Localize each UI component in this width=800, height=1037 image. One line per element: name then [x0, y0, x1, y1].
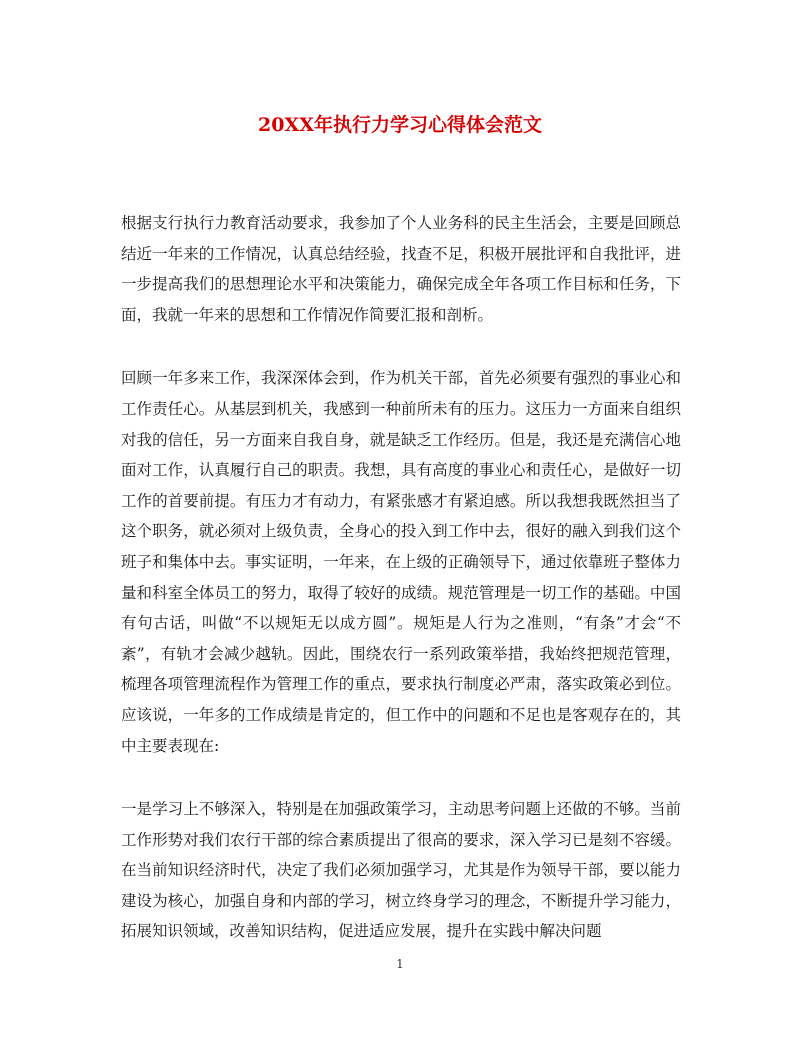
document-title: 20XX年执行力学习心得体会范文: [258, 114, 542, 136]
page-number: 1: [396, 957, 404, 971]
body-paragraph-2: 回顾一年多来工作，我深深体会到，作为机关干部，首先必须要有强烈的事业心和工作责任心。从基层到机关，我感到一种前所未有的压力。这压力一方面来自组织对我的信任，另一方面来自我自身，就是缺乏工作经历。但是，我还是充满信心地面对工作，认真履行自己的职责。我想，具有高度的事业心和责任心，是做好一切工作的首要前提。有压力才有动力，有紧张感才有紧迫感。所以我想我既然担当了这个职务，就必须对上级负责，全身心的投入到工作中去，很好的融入到我们这个班子和集体中去。事实证明，一年来，在上级的正确领导下，通过依靠班子整体力量和科室全体员工的努力，取得了较好的成绩。规范管理是一切工作的基础。中国有句古话，叫做“不以规矩无以成方圆”。规矩是人行为之准则，“有条”才会“不紊”，有轨才会减少越轨。因此，围绕农行一系列政策举措，我始终把规范管理，梳理各项管理流程作为管理工作的重点，要求执行制度必严肃，落实政策必到位。应该说，一年多的工作成绩是肯定的，但工作中的问题和不足也是客观存在的，其中主要表现在:: [121, 369, 681, 755]
body-paragraph-3: 一是学习上不够深入，特别是在加强政策学习，主动思考问题上还做的不够。当前工作形势对我们农行干部的综合素质提出了很高的要求，深入学习已是刻不容缓。在当前知识经济时代，决定了我们必须加强学习，尤其是作为领导干部，要以能力建设为核心，加强自身和内部的学习，树立终身学习的理念，不断提升学习能力，拓展知识领域，改善知识结构，促进适应发展，提升在实践中解决问题: [121, 800, 681, 941]
document-body: [121, 208, 681, 980]
body-paragraph-1: 根据支行执行力教育活动要求，我参加了个人业务科的民主生活会，主要是回顾总结近一年来的工作情况，认真总结经验，找查不足，积极开展批评和自我批评，进一步提高我们的思想理论水平和决策能力，确保完成全年各项工作目标和任务，下面，我就一年来的思想和工作情况作简要汇报和剖析。: [121, 214, 681, 324]
